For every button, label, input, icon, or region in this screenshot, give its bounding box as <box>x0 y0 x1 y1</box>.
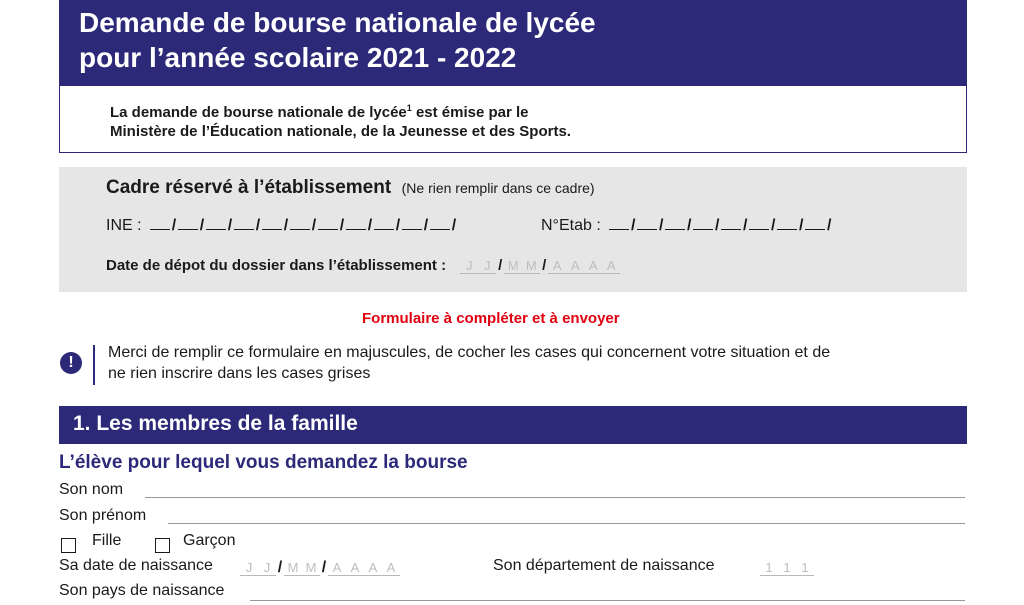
dept-placeholder: 1 <box>760 560 778 576</box>
slot-separator: / <box>451 217 457 234</box>
slot-separator: / <box>311 217 317 234</box>
digit-slot <box>637 217 657 230</box>
reserved-title: Cadre réservé à l’établissement <box>106 177 392 198</box>
exclamation-icon: ! <box>60 352 82 374</box>
date-placeholder: A <box>382 560 400 576</box>
netab-row <box>541 217 833 235</box>
intro-line-2: Ministère de l’Éducation nationale, de la Jeunesse et des Sports. <box>110 123 571 140</box>
intro-text-1: La demande de bourse nationale de lycée <box>110 104 407 121</box>
digit-slot <box>346 217 366 230</box>
dept-placeholder: 1 <box>796 560 814 576</box>
date-separator: / <box>277 559 283 576</box>
digit-slot <box>206 217 226 230</box>
depot-date-input <box>460 257 620 274</box>
slot-separator: / <box>255 217 261 234</box>
dob-input[interactable] <box>240 559 400 577</box>
slot-separator: / <box>395 217 401 234</box>
slot-separator: / <box>171 217 177 234</box>
date-placeholder: A <box>584 258 602 274</box>
notice-divider <box>93 345 95 385</box>
digit-slot <box>430 217 450 230</box>
intro-text-1-end: est émise par le <box>411 104 529 121</box>
dob-label: Sa date de naissance <box>59 557 213 574</box>
slot-separator: / <box>199 217 205 234</box>
digit-slot <box>290 217 310 230</box>
netab-input <box>609 217 833 234</box>
date-placeholder: A <box>346 560 364 576</box>
digit-slot <box>402 217 422 230</box>
date-placeholder: A <box>548 258 566 274</box>
slot-separator: / <box>742 217 748 234</box>
date-separator: / <box>321 559 327 576</box>
pays-label: Son pays de naissance <box>59 582 225 599</box>
digit-slot <box>693 217 713 230</box>
footnote-marker: 1 <box>406 103 412 113</box>
date-placeholder: J <box>460 258 478 274</box>
digit-slot <box>665 217 685 230</box>
date-placeholder: M <box>504 258 522 274</box>
date-placeholder: M <box>302 560 320 576</box>
fille-label: Fille <box>92 532 122 549</box>
notice-line-1: Merci de remplir ce formulaire en majuscules, de cocher les cases qui concernent votre situation et de <box>108 344 831 361</box>
dept-input <box>760 559 814 577</box>
garcon-label: Garçon <box>183 532 236 549</box>
notice-line-2: ne rien inscrire dans les cases grises <box>108 365 371 382</box>
date-placeholder: J <box>240 560 258 576</box>
digit-slot <box>777 217 797 230</box>
red-heading: Formulaire à compléter et à envoyer <box>362 310 620 327</box>
date-placeholder: M <box>522 258 540 274</box>
slot-separator: / <box>686 217 692 234</box>
date-placeholder: A <box>602 258 620 274</box>
prenom-label: Son prénom <box>59 507 147 524</box>
title-band <box>59 0 967 86</box>
dept-label: Son département de naissance <box>493 557 715 574</box>
digit-slot <box>178 217 198 230</box>
garcon-checkbox[interactable] <box>155 538 170 553</box>
digit-slot <box>374 217 394 230</box>
ine-input <box>150 217 458 234</box>
slot-separator: / <box>283 217 289 234</box>
date-separator: / <box>498 257 503 274</box>
slot-separator: / <box>227 217 233 234</box>
date-placeholder: A <box>566 258 584 274</box>
digit-slot <box>805 217 825 230</box>
pays-input[interactable] <box>250 600 965 601</box>
depot-label: Date de dépot du dossier dans l’établissement : <box>106 257 447 274</box>
date-placeholder: M <box>284 560 302 576</box>
ine-row <box>106 217 458 235</box>
slot-separator: / <box>630 217 636 234</box>
form-title-line-2: pour l’année scolaire 2021 - 2022 <box>79 42 517 73</box>
slot-separator: / <box>339 217 345 234</box>
digit-slot <box>749 217 769 230</box>
digit-slot <box>721 217 741 230</box>
digit-slot <box>609 217 629 230</box>
reserved-box <box>59 167 967 292</box>
slot-separator: / <box>714 217 720 234</box>
date-placeholder: J <box>478 258 496 274</box>
depot-row <box>106 257 620 274</box>
fille-checkbox[interactable] <box>61 538 76 553</box>
digit-slot <box>150 217 170 230</box>
section-title: 1. Les membres de la famille <box>73 412 358 435</box>
date-placeholder: J <box>258 560 276 576</box>
prenom-input[interactable] <box>168 523 965 524</box>
date-separator: / <box>542 257 547 274</box>
date-placeholder: A <box>328 560 346 576</box>
digit-slot <box>234 217 254 230</box>
ine-label: INE : <box>106 217 142 234</box>
nom-input[interactable] <box>145 497 965 498</box>
slot-separator: / <box>798 217 804 234</box>
digit-slot <box>262 217 282 230</box>
slot-separator: / <box>367 217 373 234</box>
reserved-header <box>106 177 595 199</box>
digit-slot <box>318 217 338 230</box>
slot-separator: / <box>770 217 776 234</box>
intro-box <box>59 86 967 153</box>
section-band <box>59 406 967 444</box>
reserved-note: (Ne rien remplir dans ce cadre) <box>401 180 595 196</box>
intro-line-1 <box>110 103 529 121</box>
date-placeholder: A <box>364 560 382 576</box>
slot-separator: / <box>423 217 429 234</box>
section-subtitle: L’élève pour lequel vous demandez la bourse <box>59 452 468 473</box>
slot-separator: / <box>826 217 832 234</box>
dept-placeholder: 1 <box>778 560 796 576</box>
nom-label: Son nom <box>59 481 124 498</box>
slot-separator: / <box>658 217 664 234</box>
netab-label: N°Etab : <box>541 217 601 234</box>
form-title-line-1: Demande de bourse nationale de lycée <box>79 7 596 38</box>
